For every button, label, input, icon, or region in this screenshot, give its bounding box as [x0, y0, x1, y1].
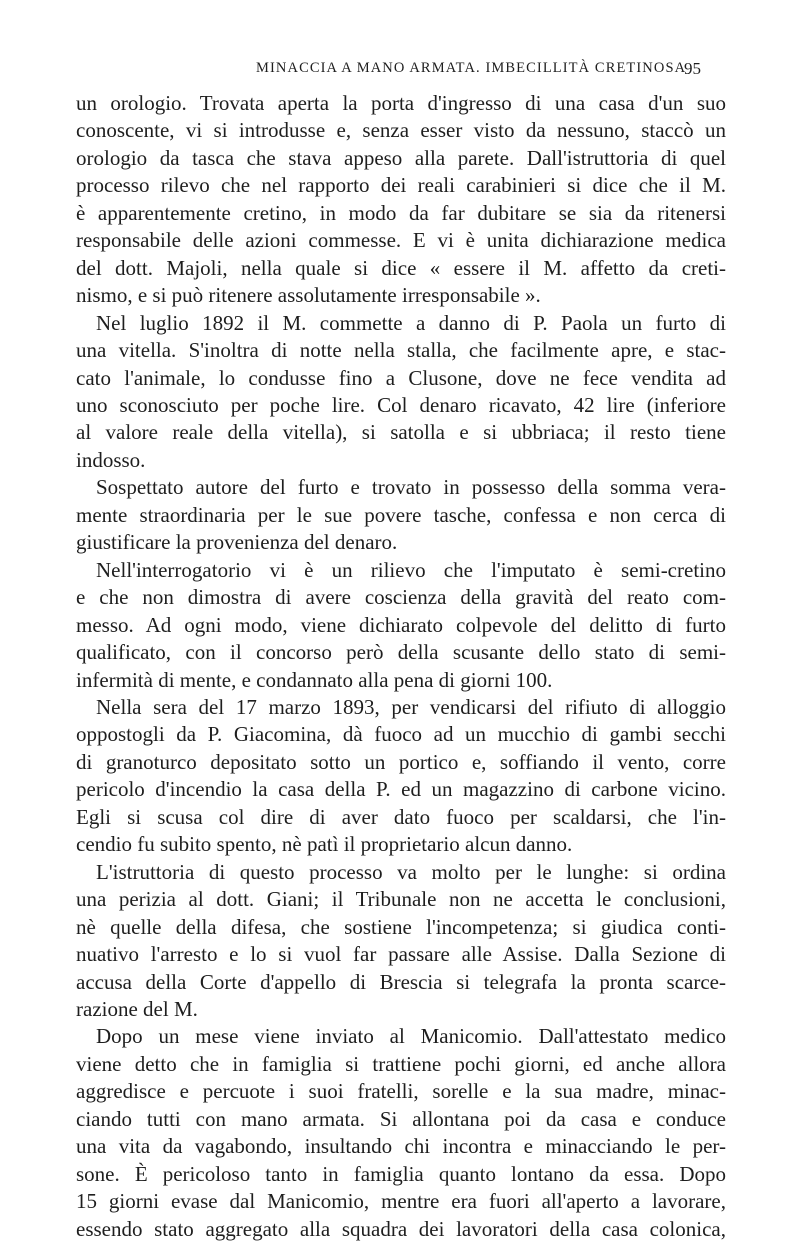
text-line: un orologio. Trovata aperta la porta d'ingresso di una casa d'un suo	[76, 91, 726, 115]
text-line: qualificato, con il concorso però della scusante dello stato di semi-	[76, 640, 726, 665]
text-line: una vitella. S'inoltra di notte nella stalla, che facilmente apre, e stac-	[76, 338, 726, 363]
text-line: messo. Ad ogni modo, viene dichiarato colpevole del delitto di furto	[76, 612, 726, 637]
body-text	[76, 90, 726, 1243]
text-line: pericolo d'incendio la casa della P. ed un magazzino di carbone vicino.	[76, 777, 726, 802]
text-line: al valore reale della vitella), si satolla e si ubbriaca; il resto tiene	[76, 420, 726, 445]
text-line: oppostogli da P. Giacomina, dà fuoco ad un mucchio di gambi secchi	[76, 722, 726, 747]
text-line: orologio da tasca che stava appeso alla parete. Dall'istruttoria di quel	[76, 145, 726, 170]
text-line: e che non dimostra di avere coscienza della gravità del reato com-	[76, 585, 726, 610]
text-line: cendio fu subito spento, nè patì il proprietario alcun danno.	[76, 832, 573, 857]
text-line: Nel luglio 1892 il M. commette a danno di P. Paola un furto di	[96, 310, 726, 335]
text-line: mente straordinaria per le sue povere tasche, confessa e non cerca di	[76, 502, 726, 527]
text-line: Dopo un mese viene inviato al Manicomio. Dall'attestato medico	[96, 1024, 726, 1049]
text-line: Nell'interrogatorio vi è un rilievo che l'imputato è semi-cretino	[96, 557, 726, 582]
text-line: essendo stato aggregato alla squadra dei lavoratori della casa colonica,	[76, 1216, 726, 1241]
text-line: conoscente, vi si introdusse e, senza esser visto da nessuno, staccò un	[76, 118, 726, 143]
text-line: aggredisce e percuote i suoi fratelli, sorelle e la sua madre, minac-	[76, 1079, 726, 1104]
page-number: 95	[684, 59, 701, 78]
text-line: viene detto che in famiglia si trattiene pochi giorni, ed anche allora	[76, 1051, 726, 1076]
text-line: Nella sera del 17 marzo 1893, per vendicarsi del rifiuto di alloggio	[96, 694, 726, 719]
text-line: nismo, e si può ritenere assolutamente irresponsabile ».	[76, 283, 541, 308]
text-line: razione del M.	[76, 996, 198, 1021]
text-line: di granoturco depositato sotto un portico e, soffiando il vento, corre	[76, 749, 726, 774]
text-line: una perizia al dott. Giani; il Tribunale non ne accetta le conclusioni,	[76, 887, 726, 912]
text-line: accusa della Corte d'appello di Brescia si telegrafa la pronta scarce-	[76, 969, 726, 994]
text-line: L'istruttoria di questo processo va molto per le lunghe: si ordina	[96, 859, 726, 884]
text-line: cato l'animale, lo condusse fino a Clusone, dove ne fece vendita ad	[76, 365, 726, 390]
text-line: nuativo l'arresto e lo si vuol far passare alle Assise. Dalla Sezione di	[76, 942, 726, 967]
text-line: giustificare la provenienza del denaro.	[76, 530, 398, 555]
text-line: processo rilevo che nel rapporto dei reali carabinieri si dice che il M.	[76, 173, 726, 198]
running-head	[0, 60, 800, 84]
text-line: sone. È pericoloso tanto in famiglia quanto lontano da essa. Dopo	[76, 1161, 726, 1186]
text-line: responsabile delle azioni commesse. E vi è unita dichiarazione medica	[76, 228, 726, 253]
text-line: ciando tutti con mano armata. Si allontana poi da casa e conduce	[76, 1106, 726, 1131]
text-line: indosso.	[76, 447, 146, 472]
text-line: del dott. Majoli, nella quale si dice « essere il M. affetto da creti-	[76, 255, 726, 280]
text-line: è apparentemente cretino, in modo da far dubitare se sia da ritenersi	[76, 200, 726, 225]
text-line: Egli si scusa col dire di aver dato fuoco per scaldarsi, che l'in-	[76, 804, 726, 829]
text-line: uno sconosciuto per poche lire. Col denaro ricavato, 42 lire (inferiore	[76, 392, 726, 417]
text-line: Sospettato autore del furto e trovato in possesso della somma vera-	[96, 475, 726, 500]
text-line: nè quelle della difesa, che sostiene l'incompetenza; si giudica conti-	[76, 914, 726, 939]
text-line: infermità di mente, e condannato alla pena di giorni 100.	[76, 667, 553, 692]
text-line: 15 giorni evase dal Manicomio, mentre era fuori all'aperto a lavorare,	[76, 1189, 726, 1214]
text-line: una vita da vagabondo, insultando chi incontra e minacciando le per-	[76, 1134, 726, 1159]
running-title: MINACCIA A MANO ARMATA. IMBECILLITÀ CRETINOSA	[256, 60, 687, 76]
